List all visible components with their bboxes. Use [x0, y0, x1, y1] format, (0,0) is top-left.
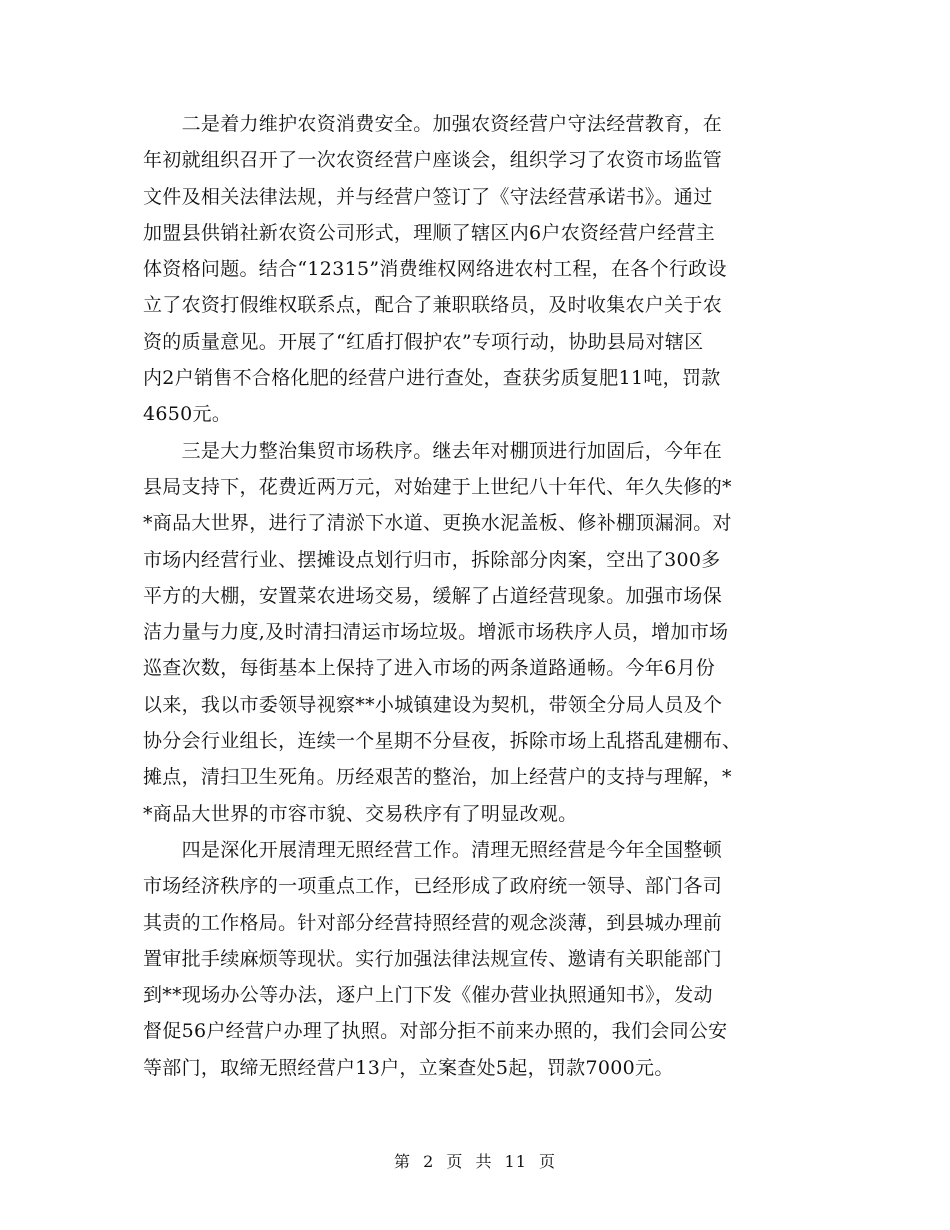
- text-line: 平方的大棚，安置菜农进场交易，缓解了占道经营现象。加强市场保: [143, 584, 723, 607]
- text-line: 巡查次数，每街基本上保持了进入市场的两条道路通畅。今年6月份: [143, 657, 716, 680]
- text-line: 四是深化开展清理无照经营工作。清理无照经营是今年全国整顿: [143, 838, 723, 861]
- text-line: 县局支持下，花费近两万元，对始建于上世纪八十年代、年久失修的*: [143, 475, 732, 498]
- text-line: 以来，我以市委领导视察**小城镇建设为契机，带领全分局人员及个: [143, 693, 723, 716]
- text-line: 文件及相关法律法规，并与经营户签订了《守法经营承诺书》。通过: [143, 185, 713, 208]
- text-line: *商品大世界的市容市貌、交易秩序有了明显改观。: [143, 802, 578, 825]
- text-line: 摊点，清扫卫生死角。历经艰苦的整治，加上经营户的支持与理解，*: [143, 766, 732, 789]
- text-line: 到**现场办公等办法，逐户上门下发《催办营业执照通知书》，发动: [143, 984, 713, 1007]
- text-line: 置审批手续麻烦等现状。实行加强法律法规宣传、邀请有关职能部门: [143, 947, 723, 970]
- text-line: 二是着力维护农资消费安全。加强农资经营户守法经营教育，在: [143, 113, 723, 135]
- text-line: 体资格问题。结合“12315”消费维权网络进农村工程，在各个行政设: [143, 258, 727, 281]
- text-line: 加盟县供销社新农资公司形式，理顺了辖区内6户农资经营户经营主: [143, 221, 716, 244]
- text-line: 三是大力整治集贸市场秩序。继去年对棚顶进行加固后，今年在: [143, 439, 723, 462]
- text-line: 市场内经营行业、摆摊设点划行归市，拆除部分肉案，空出了300多: [143, 548, 721, 571]
- paragraph-agricultural-supplies: [143, 106, 805, 433]
- text-line: 等部门，取缔无照经营户13户，立案查处5起，罚款7000元。: [143, 1056, 674, 1079]
- text-line: 内2户销售不合格化肥的经营户进行查处，查获劣质复肥11吨，罚款: [143, 367, 721, 390]
- text-line: 其责的工作格局。针对部分经营持照经营的观念淡薄，到县城办理前: [143, 911, 723, 934]
- text-line: *商品大世界，进行了清淤下水道、更换水泥盖板、修补棚顶漏洞。对: [143, 512, 732, 535]
- text-line: 洁力量与力度,及时清扫清运市场垃圾。增派市场秩序人员，增加市场: [143, 621, 729, 644]
- page-number-footer: 第 2 页 共 11 页: [394, 1152, 556, 1171]
- text-line: 协分会行业组长，连续一个星期不分昼夜，拆除市场上乱搭乱建棚布、: [143, 730, 742, 753]
- text-line: 市场经济秩序的一项重点工作，已经形成了政府统一领导、部门各司: [143, 875, 723, 898]
- paragraph-market-order: [143, 433, 805, 832]
- text-line: 资的质量意见。开展了“红盾打假护农”专项行动，协助县局对辖区: [143, 330, 704, 353]
- text-line: 4650元。: [143, 403, 232, 426]
- paragraph-unlicensed-business: [143, 832, 805, 1086]
- document-body: [143, 106, 805, 1086]
- text-line: 年初就组织召开了一次农资经营户座谈会，组织学习了农资市场监管: [143, 149, 723, 172]
- text-line: 督促56户经营户办理了执照。对部分拒不前来办照的，我们会同公安: [143, 1020, 728, 1043]
- text-line: 立了农资打假维权联系点，配合了兼职联络员，及时收集农户关于农: [143, 294, 723, 317]
